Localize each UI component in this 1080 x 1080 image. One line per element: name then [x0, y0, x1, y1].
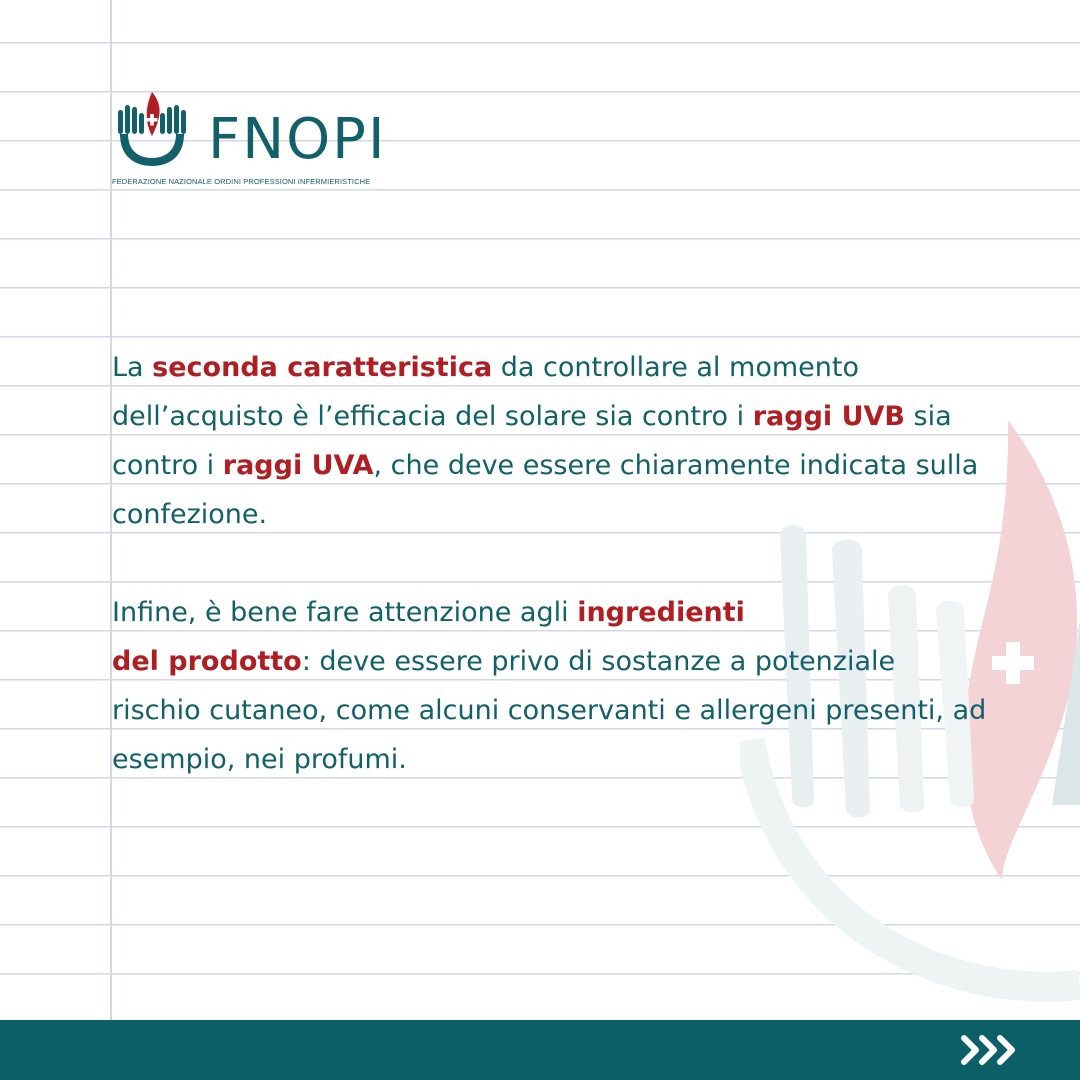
p1-highlight-2: raggi UVB	[752, 401, 905, 432]
logo-subtitle: FEDERAZIONE NAZIONALE ORDINI PROFESSIONI INFERMIERISTICHE	[112, 177, 371, 186]
p2-text-1: Infine, è bene fare attenzione agli	[112, 597, 578, 628]
p1-text-1: La	[112, 352, 153, 383]
p1-text-3: sia contro i	[112, 401, 952, 481]
next-arrows-icon[interactable]	[960, 1033, 1022, 1067]
p1-highlight-3: raggi UVA	[222, 450, 374, 481]
fnopi-logo	[112, 90, 412, 190]
p2-highlight-2: del prodotto	[112, 646, 302, 677]
p1-text-4: , che deve essere chiaramente indicata sulla confezione.	[112, 450, 979, 530]
p1-text-2: da controllare al momento dell’acquisto è l’efficacia del solare sia contro i	[112, 352, 859, 432]
p2-text-2: : deve essere privo di sostanze a potenziale rischio cutaneo, come alcuni conservanti e allergeni presenti, ad esempio, nei profumi.	[112, 646, 987, 775]
hands-flame-icon	[112, 90, 192, 170]
p1-highlight-1: seconda caratteristica	[152, 352, 493, 383]
paragraph-2	[112, 588, 992, 784]
paragraph-1	[112, 343, 992, 539]
body-text	[112, 343, 992, 784]
p2-highlight-1: ingredienti	[577, 597, 745, 628]
logo-text: FNOPI	[208, 107, 387, 172]
footer-bar	[0, 1020, 1080, 1080]
